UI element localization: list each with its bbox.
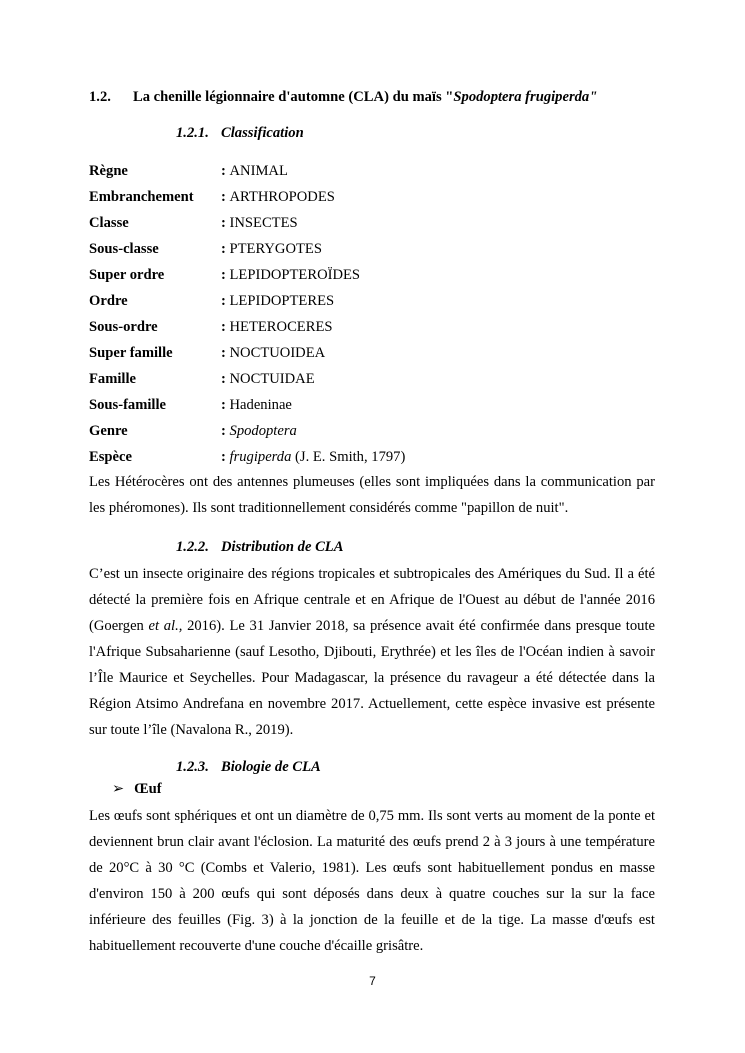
classification-value [221,371,315,388]
classification-label: Sous-ordre [89,319,158,335]
bullet-label: Œuf [134,781,162,797]
classification-value-text: LEPIDOPTEROÏDES [229,267,361,283]
classification-value-text: NOCTUIDAE [229,371,315,387]
classification-label: Super famille [89,345,173,361]
classification-value [221,267,360,284]
subsection-title: Classification [221,125,304,141]
classification-label: Sous-famille [89,397,167,413]
classification-separator: : [221,241,230,257]
bullet-oeuf [112,780,162,798]
classification-value-text: NOCTUOIDEA [229,345,326,361]
classification-value [221,215,298,232]
classification-label: Embranchement [89,189,194,205]
section-title: La chenille légionnaire d'automne (CLA) du maïs " [133,89,454,105]
classification-authority: (J. E. Smith, 1797) [291,449,406,465]
classification-value-text: Hadeninae [229,397,292,413]
classification-value [221,163,288,180]
classification-separator: : [221,215,230,231]
classification-label: Espèce [89,449,132,465]
classification-value-text: ANIMAL [229,163,288,179]
classification-label: Sous-classe [89,241,159,257]
subsection-title: Biologie de CLA [221,759,321,775]
subsection-number: 1.2.1. [176,125,209,141]
classification-separator: : [221,423,230,439]
classification-label: Règne [89,163,128,179]
classification-value [221,189,335,206]
classification-value-text: PTERYGOTES [229,241,322,257]
classification-value [221,345,325,362]
oeuf-paragraph: Les œufs sont sphériques et ont un diamètre de 0,75 mm. Ils sont verts au moment de la ponte et deviennent brun clair avant l'éclosion. La maturité des œufs prend 2 à 3 jours à une température de 20°C à 30 °C (Combs et Valerio, 1981). Les œufs sont habituellement pondus en masse d'environ 150 à 200 œufs qui sont déposés dans deux à quatre couches sur la sur la face inférieure des feuilles (Fig. 3) à la jonction de la feuille et de la tige. La masse d'œufs est habituellement recouverte d'une couche d'écaille grisâtre. [89,808,655,954]
distribution-text-2: 2016). Le 31 Janvier 2018, sa présence avait été confirmée dans presque toute l'Afrique Subsaharienne (sauf Lesotho, Djibouti, Erythrée) et les îles de l'Océan indien à savoir l’Île Maurice et Seychelles. Pour Madagascar, la présence du ravageur a été détectée dans la Région Atsimo Andrefana en novembre 2017. Actuellement, cette espèce invasive est présente sur toute l’île (Navalona R., 2019). [89,618,655,738]
classification-separator: : [221,449,230,465]
classification-value [221,449,405,466]
classification-separator: : [221,345,230,361]
classification-separator: : [221,189,230,205]
subsection-heading-biologie [176,759,321,776]
subsection-title: Distribution de CLA [221,539,344,555]
classification-separator: : [221,267,230,283]
citation-etal: et al., [148,618,183,634]
classification-value-text: LEPIDOPTERES [229,293,335,309]
section-number: 1.2. [89,89,111,105]
classification-value [221,423,297,440]
subsection-heading-classification [176,125,304,142]
arrow-bullet-icon: ➢ [112,781,125,797]
subsection-heading-distribution [176,539,343,556]
section-heading [89,89,597,106]
classification-value [221,293,334,310]
classification-separator: : [221,163,230,179]
subsection-number: 1.2.3. [176,759,209,775]
classification-label: Ordre [89,293,128,309]
page-number: 7 [369,974,376,988]
classification-note: Les Hétérocères ont des antennes plumeuses (elles sont impliquées dans la communication par les phéromones). Ils sont traditionnellement considérés comme "papillon de nuit". [89,474,655,516]
classification-separator: : [221,397,230,413]
section-title-species: Spodoptera frugiperda" [453,89,598,105]
classification-separator: : [221,319,230,335]
classification-separator: : [221,293,230,309]
distribution-text-1: C’est un insecte originaire des régions tropicales et subtropicales des Amériques du Sud. Il a été détecté la première fois en Afrique centrale et en Afrique de l'Ouest au début de l'année 2016 (Goergen [89,566,655,634]
classification-value-text: HETEROCERES [229,319,333,335]
classification-value [221,241,322,258]
classification-value-text: Spodoptera [229,423,297,439]
classification-label: Famille [89,371,137,387]
classification-value-text: ARTHROPODES [229,189,335,205]
classification-label: Genre [89,423,128,439]
classification-value-text: INSECTES [229,215,298,231]
classification-value-text: frugiperda [229,449,292,465]
distribution-paragraph [89,561,655,743]
classification-label: Classe [89,215,129,231]
subsection-number: 1.2.2. [176,539,209,555]
classification-value [221,397,292,414]
classification-value [221,319,332,336]
classification-separator: : [221,371,230,387]
classification-label: Super ordre [89,267,165,283]
